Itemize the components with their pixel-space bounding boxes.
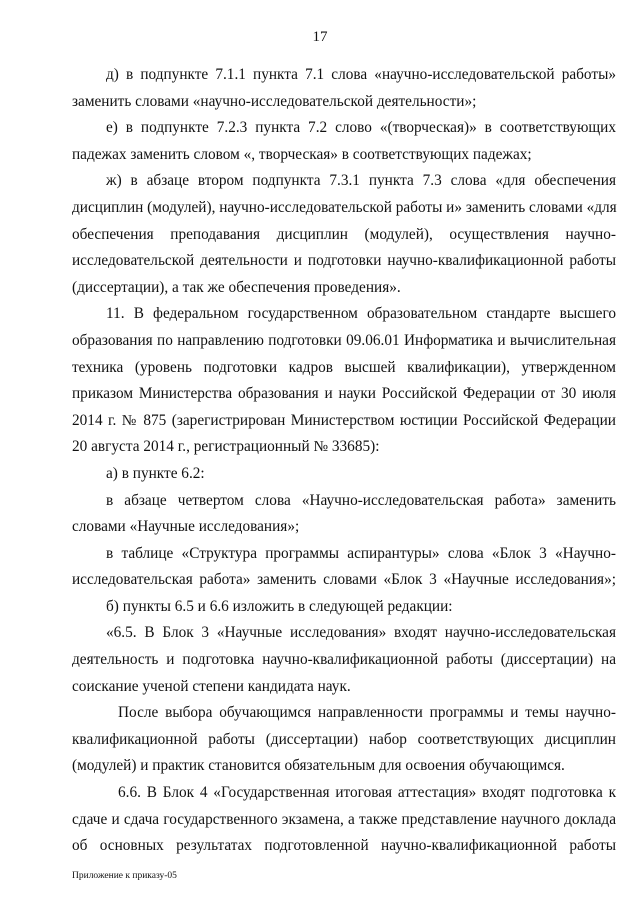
text-line: б) пункты 6.5 и 6.6 изложить в следующей редакции:: [106, 597, 453, 615]
text-line: деятельность и подготовка научно-квалификационной работы (диссертации) на: [72, 651, 616, 669]
text-line: словами «Научные исследования»;: [72, 518, 300, 536]
text-line: техника (уровень подготовки кадров высшей квалификации), утвержденном: [72, 358, 616, 376]
text-line: исследовательской деятельности и подготовки научно-квалификационной работы: [72, 252, 616, 270]
text-line: обеспечения преподавания дисциплин (модулей), осуществления научно-: [72, 225, 616, 243]
text-line: «6.5. В Блок 3 «Научные исследования» входят научно-исследовательская: [106, 624, 616, 642]
text-line: падежах заменить словом «, творческая» в соответствующих падежах;: [72, 145, 532, 163]
text-line: (диссертации), а так же обеспечения проведения».: [72, 278, 401, 296]
text-line: квалификационной работы (диссертации) набор соответствующих дисциплин: [72, 730, 616, 748]
text-line: исследовательская работа» заменить словами «Блок 3 «Научные исследования»;: [72, 571, 616, 589]
text-line: 6.6. В Блок 4 «Государственная итоговая аттестация» входят подготовка к: [118, 784, 616, 802]
text-line: образования по направлению подготовки 09.06.01 Информатика и вычислительная: [72, 331, 616, 349]
page-number: 17: [312, 29, 328, 45]
text-line: соискание ученой степени кандидата наук.: [72, 677, 351, 695]
text-line: е) в подпункте 7.2.3 пункта 7.2 слово «(творческая)» в соответствующих: [106, 119, 616, 137]
text-line: заменить словами «научно-исследовательской деятельности»;: [72, 92, 477, 110]
text-line: После выбора обучающимся направленности программы и темы научно-: [118, 704, 616, 722]
footer-note: Приложение к приказу-05: [72, 871, 177, 881]
text-line: приказом Министерства образования и науки Российской Федерации от 30 июля: [72, 385, 616, 403]
text-line: а) в пункте 6.2:: [106, 464, 205, 482]
text-line: 2014 г. № 875 (зарегистрирован Министерством юстиции Российской Федерации: [72, 411, 616, 429]
text-line: 11. В федеральном государственном образовательном стандарте высшего: [106, 305, 616, 323]
document-body: [72, 62, 616, 860]
text-line: сдаче и сдача государственного экзамена, а также представление научного доклада: [72, 810, 616, 828]
text-line: дисциплин (модулей), научно-исследовательской работы и» заменить словами «для: [72, 198, 617, 216]
text-line: об основных результатах подготовленной научно-квалификационной работы: [72, 837, 616, 855]
text-line: д) в подпункте 7.1.1 пункта 7.1 слова «научно-исследовательской работы»: [106, 66, 616, 83]
text-line: в таблице «Структура программы аспирантуры» слова «Блок 3 «Научно-: [106, 544, 616, 562]
text-line: в абзаце четвертом слова «Научно-исследовательская работа» заменить: [106, 491, 616, 509]
text-line: (модулей) и практик становится обязательным для освоения обучающимся.: [72, 757, 565, 775]
text-line: 20 августа 2014 г., регистрационный № 33685):: [72, 438, 380, 456]
text-line: ж) в абзаце втором подпункта 7.3.1 пункта 7.3 слова «для обеспечения: [106, 172, 616, 190]
